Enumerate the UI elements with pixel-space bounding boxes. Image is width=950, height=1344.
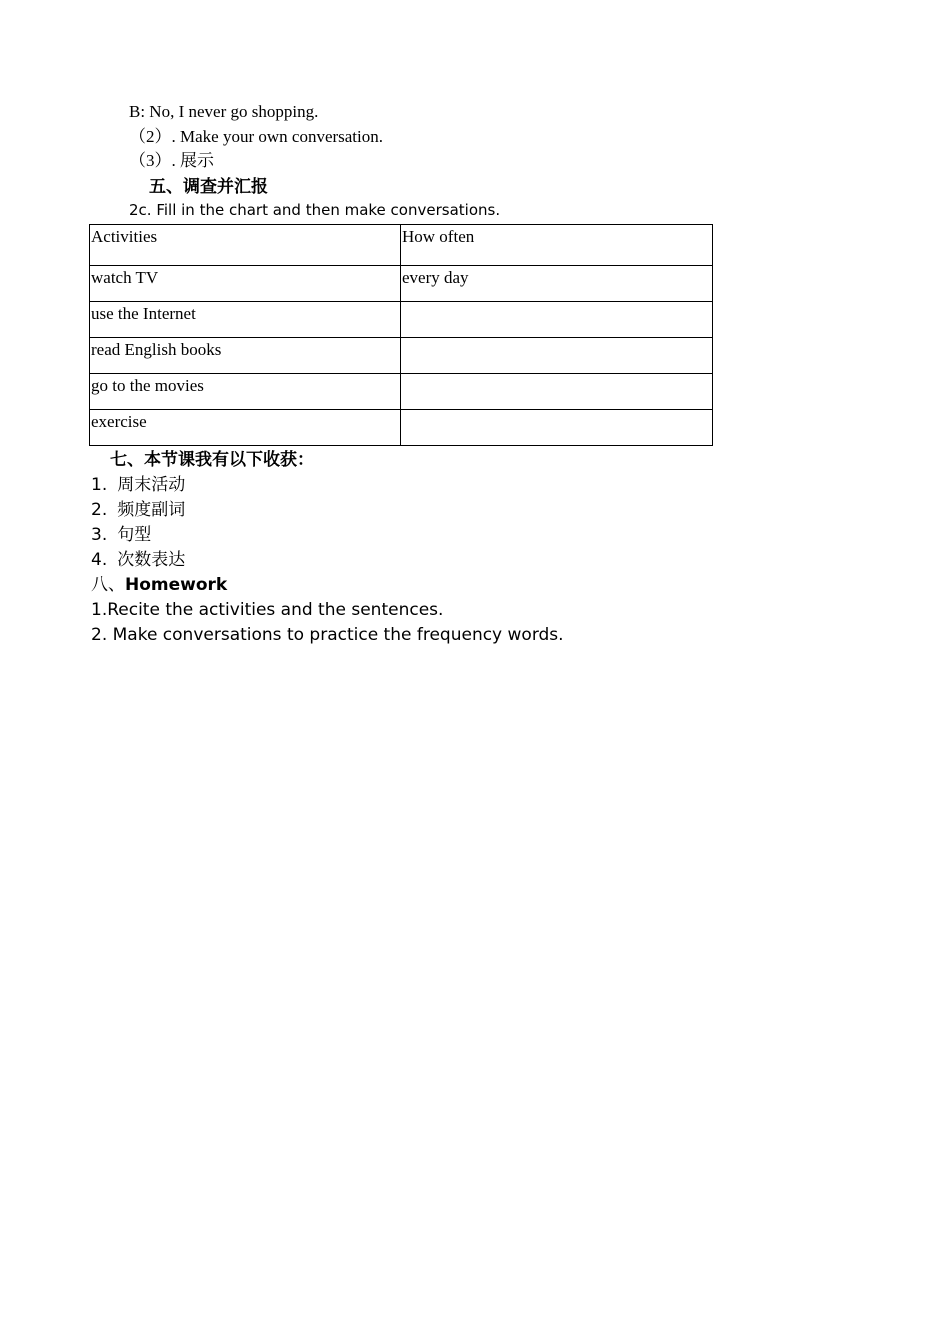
section-5-heading: 五、调查并汇报 xyxy=(149,177,268,197)
table-cell-activity: read English books xyxy=(90,338,401,374)
table-cell-activity: go to the movies xyxy=(90,374,401,410)
table-cell-how-often[interactable] xyxy=(401,302,713,338)
table-header-activities: Activities xyxy=(90,225,401,266)
section-7-heading: 七、本节课我有以下收获： xyxy=(110,450,314,470)
list-item-number: 2. xyxy=(91,500,108,520)
section-8-heading xyxy=(91,574,227,596)
list-item-text: 周末活动 xyxy=(117,475,186,494)
section-8-prefix: 八、 xyxy=(91,575,125,595)
list-item xyxy=(91,524,151,546)
table-cell-activity: exercise xyxy=(90,410,401,446)
list-item-text: 次数表达 xyxy=(117,550,186,569)
dialogue-b-line: B: No, I never go shopping. xyxy=(129,102,319,121)
table-cell-activity: use the Internet xyxy=(90,302,401,338)
table-row xyxy=(90,266,713,302)
table-cell-how-often[interactable] xyxy=(401,374,713,410)
table-row xyxy=(90,338,713,374)
table-cell-how-often[interactable] xyxy=(401,338,713,374)
activity-frequency-table xyxy=(89,224,713,446)
table-row xyxy=(90,410,713,446)
section-8-title: Homework xyxy=(125,575,228,595)
table-row xyxy=(90,302,713,338)
list-item xyxy=(91,499,185,521)
table-cell-how-often[interactable] xyxy=(401,410,713,446)
list-item-number: 1. xyxy=(91,475,108,495)
homework-item-1: 1.Recite the activities and the sentences. xyxy=(91,600,444,620)
list-item xyxy=(91,474,185,496)
step-3-text: （3）. 展示 xyxy=(129,151,214,170)
section-5-instruction: 2c. Fill in the chart and then make conversations. xyxy=(129,201,501,219)
step-2-text: （2）. Make your own conversation. xyxy=(129,127,384,146)
list-item-number: 4. xyxy=(91,550,108,570)
table-cell-activity: watch TV xyxy=(90,266,401,302)
table-cell-how-often[interactable]: every day xyxy=(401,266,713,302)
table-header-how-often: How often xyxy=(401,225,713,266)
homework-item-2: 2. Make conversations to practice the frequency words. xyxy=(91,625,564,645)
list-item-text: 频度副词 xyxy=(117,500,186,519)
list-item-number: 3. xyxy=(91,525,108,545)
list-item-text: 句型 xyxy=(117,525,152,544)
table-row xyxy=(90,374,713,410)
list-item xyxy=(91,549,185,571)
table-header-row xyxy=(90,225,713,266)
